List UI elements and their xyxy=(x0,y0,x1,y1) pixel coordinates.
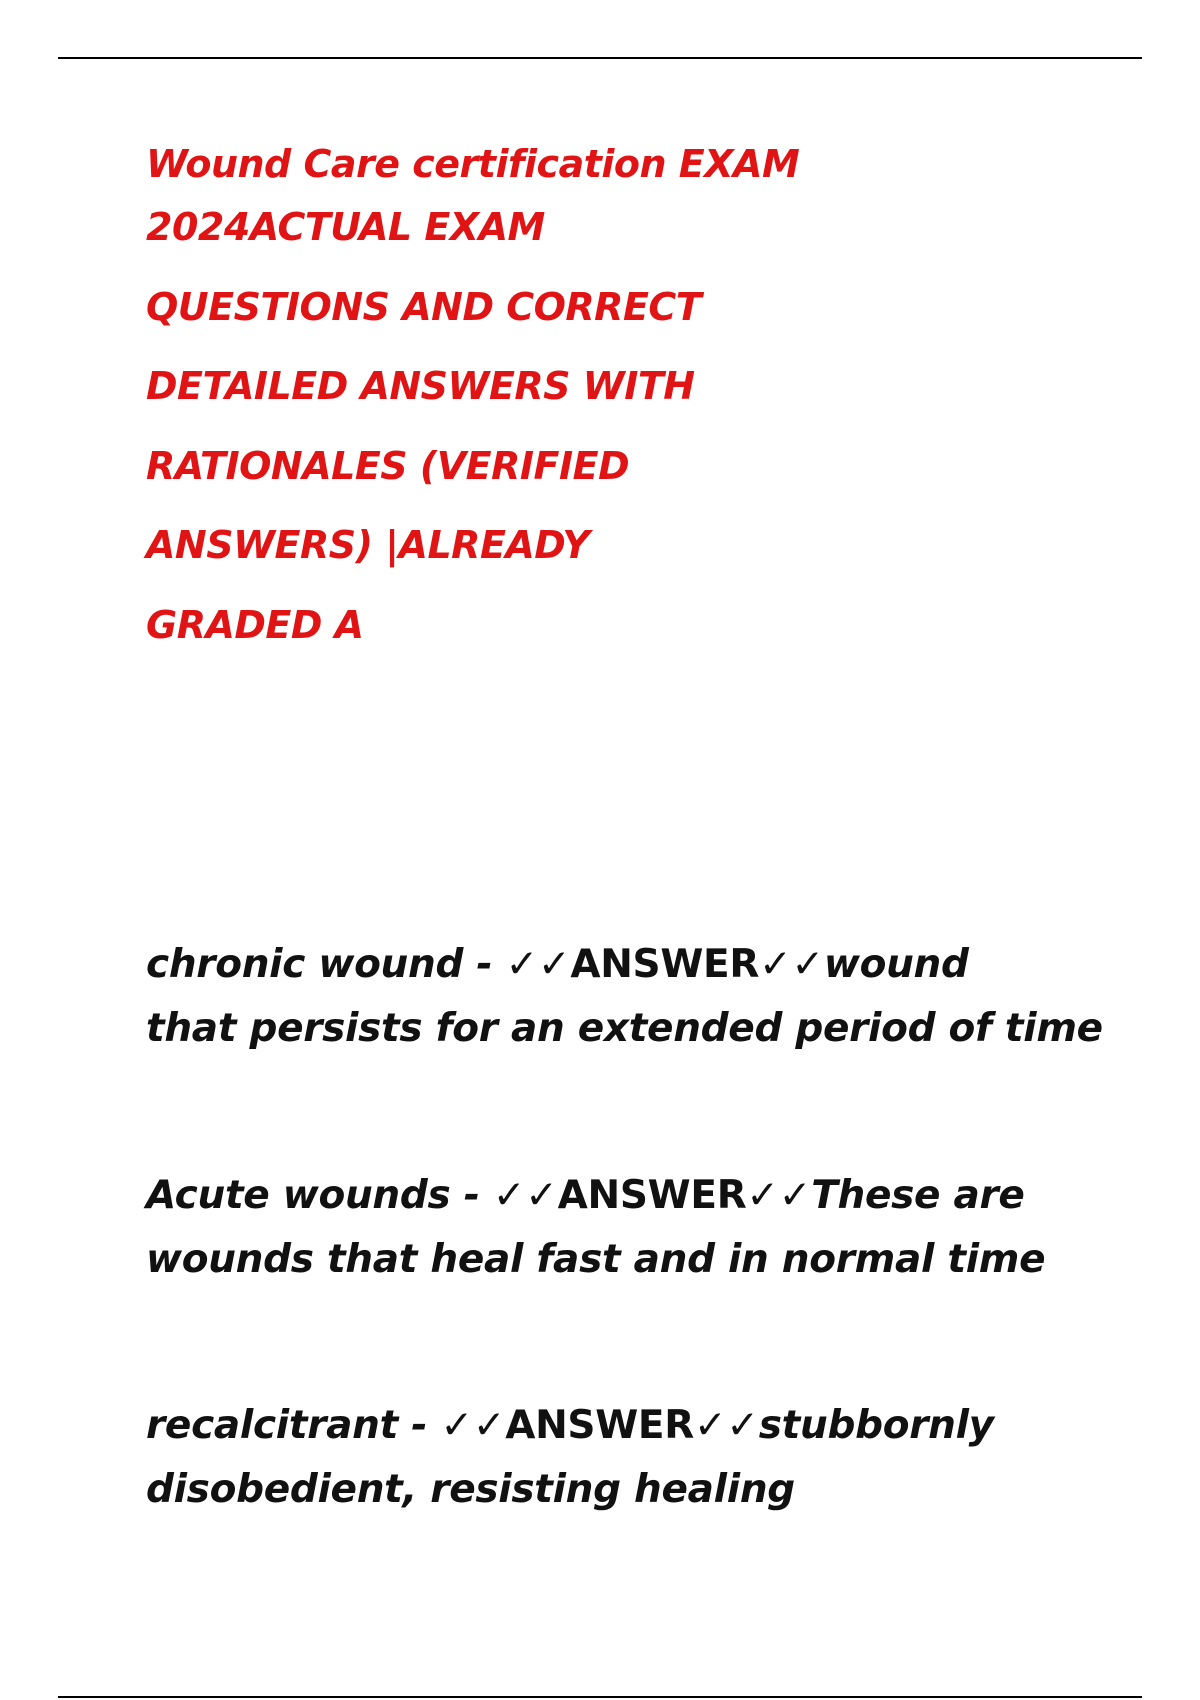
title-line-6: ANSWERS) |ALREADY xyxy=(146,523,590,567)
qa-term: Acute wounds xyxy=(146,1173,451,1218)
qa-definition-start: wound xyxy=(823,942,969,987)
qa-line-2: wounds that heal fast and in normal time xyxy=(146,1237,1046,1282)
qa-term: chronic wound xyxy=(146,942,464,987)
top-divider xyxy=(58,57,1142,59)
qa-line-1: Acute wounds - ✓✓ANSWER✓✓These are xyxy=(146,1173,1025,1218)
qa-line-1: recalcitrant - ✓✓ANSWER✓✓stubbornly xyxy=(146,1403,994,1448)
answer-marker: ✓✓ANSWER✓✓ xyxy=(440,1403,759,1448)
answer-marker: ✓✓ANSWER✓✓ xyxy=(505,942,824,987)
title-line-7: GRADED A xyxy=(146,603,364,647)
title-line-3: QUESTIONS AND CORRECT xyxy=(146,285,702,329)
qa-line-2: disobedient, resisting healing xyxy=(146,1467,795,1512)
bottom-divider xyxy=(58,1696,1142,1698)
title-line-4: DETAILED ANSWERS WITH xyxy=(146,364,695,408)
title-line-5: RATIONALES (VERIFIED xyxy=(146,444,630,488)
qa-term: recalcitrant xyxy=(146,1403,398,1448)
qa-definition-start: stubbornly xyxy=(758,1403,994,1448)
qa-line-2: that persists for an extended period of time xyxy=(146,1006,1103,1051)
title-line-1: Wound Care certification EXAM xyxy=(146,142,800,186)
answer-marker: ✓✓ANSWER✓✓ xyxy=(492,1173,812,1218)
qa-line-1: chronic wound - ✓✓ANSWER✓✓wound xyxy=(146,942,969,987)
qa-definition-start: These are xyxy=(811,1173,1025,1218)
title-line-2: 2024ACTUAL EXAM xyxy=(146,205,545,249)
